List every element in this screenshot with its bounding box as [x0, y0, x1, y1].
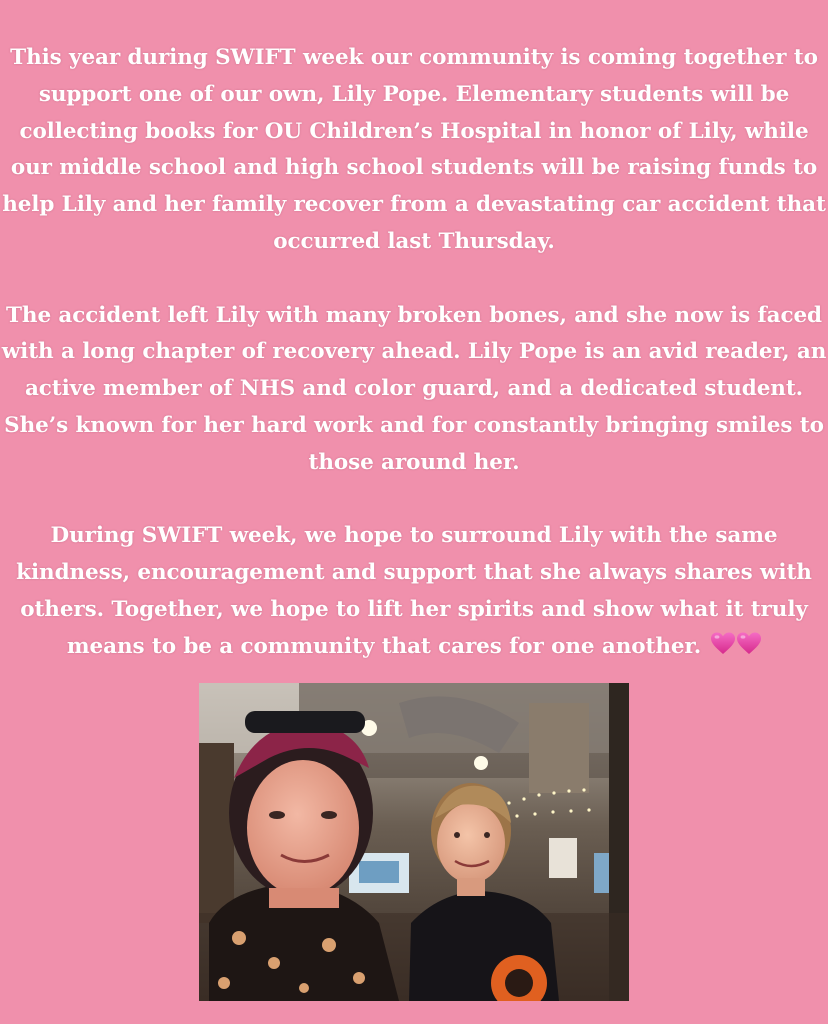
paragraph-swift-week — [0, 518, 828, 668]
paragraph-accident — [0, 298, 828, 482]
text-line: collecting books for OU Children’s Hospital in honor of Lily, while — [19, 118, 809, 144]
paragraph-spacer — [0, 261, 828, 298]
text-line: active member of NHS and color guard, and a dedicated student. — [24, 376, 804, 402]
text-line: This year during SWIFT week our community is coming together to — [10, 45, 818, 70]
text-line: means to be a community that cares for one another. — [66, 633, 702, 659]
hearts-emoji-icon — [711, 632, 761, 669]
story-text — [0, 40, 828, 669]
photo-lily-and-boy — [199, 683, 629, 1001]
text-line: kindness, encouragement and support that she always shares with — [16, 560, 812, 586]
text-line: She’s known for her hard work and for constantly bringing smiles to — [4, 412, 824, 438]
text-line-last — [0, 629, 828, 669]
text-line: those around her. — [308, 449, 520, 475]
text-line: The accident left Lily with many broken bones, and she now is faced — [6, 302, 822, 328]
text-line: occurred last Thursday. — [273, 228, 555, 254]
text-line: others. Together, we hope to lift her spirits and show what it truly — [20, 596, 808, 622]
paragraph-spacer — [0, 482, 828, 519]
text-line: our middle school and high school students will be raising funds to — [10, 155, 818, 181]
text-line: help Lily and her family recover from a devastating car accident that — [2, 192, 826, 218]
text-line: support one of our own, Lily Pope. Elementary students will be — [38, 81, 790, 107]
text-line: During SWIFT week, we hope to surround Lily with the same — [50, 523, 778, 549]
text-line: with a long chapter of recovery ahead. Lily Pope is an avid reader, an — [1, 339, 827, 365]
paragraph-intro — [0, 40, 828, 261]
